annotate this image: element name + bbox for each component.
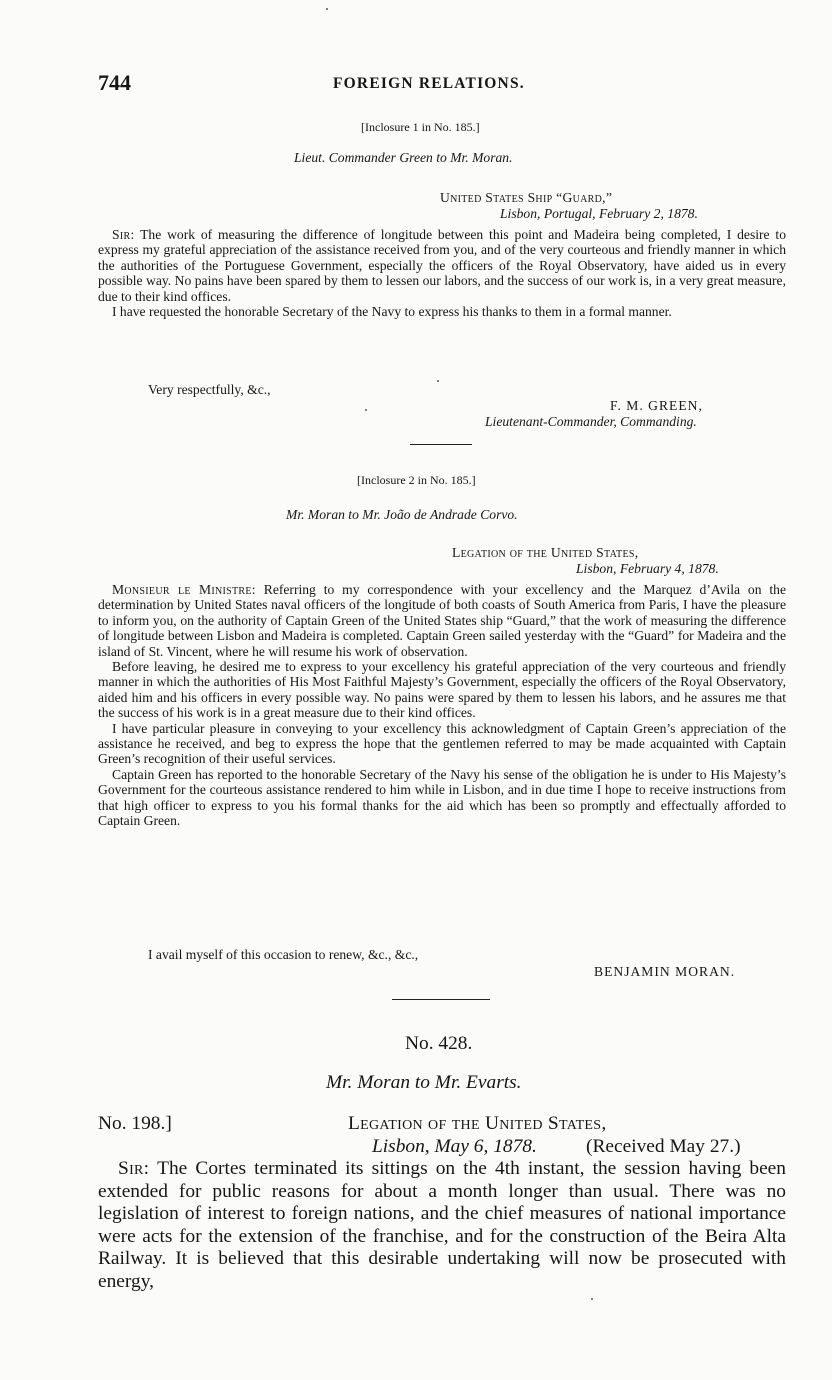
enclosure-1-paragraph-1	[98, 227, 786, 304]
enclosure-2-paragraph-2: Before leaving, he desired me to express to your excellency his grateful appreciation of the very courteous and friendly manner in which the authorities of His Most Faithful Majesty’s Government, especially the officers of the Royal Observatory, aided him and his officers in every possible way. No pains were spared by them to lessen his labors, and he assures me that the success of his work is in a great measure due to their kind offices.	[98, 659, 786, 721]
despatch-body	[98, 1158, 786, 1294]
enclosure-2-body	[98, 582, 786, 829]
enclosure-2-paragraph-1	[98, 582, 786, 659]
enclosure-2-closing: I avail myself of this occasion to renew, &c., &c.,	[148, 947, 419, 962]
enclosure-2-title: Mr. Moran to Mr. João de Andrade Corvo.	[286, 507, 518, 522]
scan-speck	[437, 380, 439, 382]
despatch-received: (Received May 27.)	[586, 1136, 741, 1157]
enclosure-1-signature-title: Lieutenant-Commander, Commanding.	[485, 414, 697, 429]
page-number: 744	[98, 70, 131, 95]
enclosure-2-date: Lisbon, February 4, 1878.	[576, 561, 719, 576]
document-title: Mr. Moran to Mr. Evarts.	[326, 1072, 522, 1093]
enclosure-1-place: United States Ship “Guard,”	[440, 190, 613, 205]
salutation: Sir:	[112, 227, 135, 242]
enclosure-1-title: Lieut. Commander Green to Mr. Moran.	[294, 150, 513, 165]
enclosure-2-place: Legation of the United States,	[452, 545, 639, 560]
enclosure-2-signature: BENJAMIN MORAN.	[594, 964, 736, 979]
scan-speck	[326, 8, 328, 10]
running-title: FOREIGN RELATIONS.	[333, 75, 525, 92]
despatch-place: Legation of the United States,	[348, 1113, 607, 1134]
section-divider	[410, 444, 472, 445]
scan-speck	[365, 409, 367, 411]
enclosure-1-signature: F. M. GREEN,	[610, 398, 703, 413]
document-number: No. 428.	[405, 1033, 473, 1054]
enclosure-2-label: [Inclosure 2 in No. 185.]	[357, 473, 476, 487]
despatch-reference-number: No. 198.]	[98, 1113, 172, 1134]
enclosure-2-paragraph-4: Captain Green has reported to the honorable Secretary of the Navy his sense of the obligation he is under to His Majesty’s Government for the courteous assistance rendered to him while in Lisbon, and in due time I hope to receive instructions from that high officer to express to you his formal thanks for the aid which has been so promptly and effectually afforded to Captain Green.	[98, 766, 786, 829]
enclosure-1-date: Lisbon, Portugal, February 2, 1878.	[500, 206, 698, 221]
salutation: Monsieur le Ministre:	[112, 582, 256, 597]
enclosure-1-label: [Inclosure 1 in No. 185.]	[361, 120, 480, 134]
paragraph-text: The Cortes terminated its sittings on the 4th instant, the session having been extended for public reasons for about a month longer than usual. There was no legislation of interest to foreign nations, and the chief measures of national importance were acts for the extension of the franchise, and for the construction of the Beira Alta Railway. It is believed that this desirable undertaking will now be prosecuted with energy,	[98, 1158, 786, 1292]
enclosure-1-body	[98, 227, 786, 319]
despatch-date: Lisbon, May 6, 1878.	[372, 1136, 537, 1157]
enclosure-2-paragraph-3: I have particular pleasure in conveying to your excellency this acknowledgment of Captain Green’s appreciation of the assistance he received, and beg to express the hope that the gentlemen referred to may be made acquainted with Captain Green’s recognition of their useful services.	[98, 720, 786, 767]
section-divider	[392, 999, 490, 1000]
paragraph-text: The work of measuring the difference of longitude between this point and Madeira being completed, I desire to express my grateful appreciation of the assistance received from you, and of the very courteous and friendly manner in which the authorities of the Portuguese Government, especially the officers of the Royal Observatory, have aided us in every possible way. No pains have been spared by them to lessen our labors, and the success of our work is, in a very great measure, due to their kind offices.	[98, 227, 786, 304]
enclosure-1-paragraph-2: I have requested the honorable Secretary of the Navy to express his thanks to them in a formal manner.	[112, 304, 672, 320]
enclosure-1-closing: Very respectfully, &c.,	[148, 382, 271, 397]
salutation: Sir:	[118, 1158, 150, 1179]
paragraph-text: Referring to my correspondence with your excellency and the Marquez d’Avila on the determination by United States naval officers of the longitude of both coasts of South America from Paris, I have the pleasure to inform you, on the authority of Captain Green of the United States ship “Guard,” that the work of measuring the difference of longitude between Lisbon and Madeira is completed. Captain Green sailed yesterday with the “Guard” for Madeira and the island of St. Vincent, where he will resume his work of observation.	[98, 582, 786, 659]
despatch-paragraph-1	[98, 1158, 786, 1294]
scan-speck	[591, 1298, 593, 1300]
